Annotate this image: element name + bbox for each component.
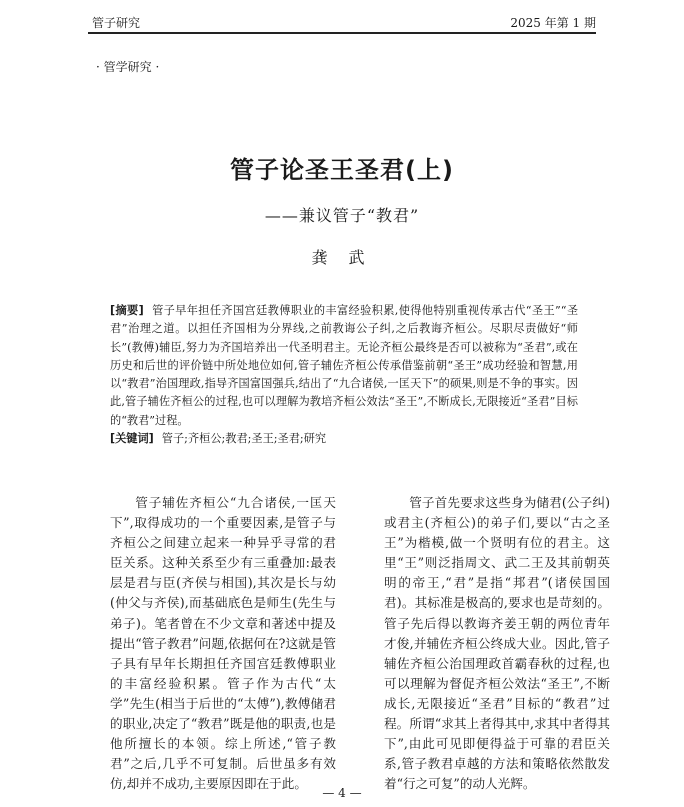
- body-column-left: [110, 493, 336, 794]
- section-tag: · 管学研究 ·: [96, 60, 160, 74]
- issue-label: 2025 年第 1 期: [510, 16, 596, 30]
- body-paragraph: 管子辅佐齐桓公“九合诸侯,一匡天下”,取得成功的一个重要因素,是管子与齐桓公之间建立起来一种异乎寻常的君臣关系。这种关系至少有三重叠加:最表层是君与臣(齐侯与相国),其次是长与幼(仲父与齐侯),而基础底色是师生(先生与弟子)。笔者曾在不少文章和著述中提及提出“管子教君”问题,依据何在?这就是管子具有早年长期担任齐国宫廷教傅职业的丰富经验积累。管子作为古代“太学”先生(相当于后世的“太傅”),教傅储君的职业,决定了“教君”既是他的职责,也是他所擅长的本领。综上所述,“管子教君”之后,几乎不可复制。后世虽多有效仿,却并不成功,主要原因即在于此。: [110, 495, 336, 792]
- body-column-right: [384, 493, 610, 794]
- page-number: — 4 —: [322, 786, 362, 800]
- keywords-text: 管子;齐桓公;教君;圣王;圣君;研究: [161, 432, 327, 446]
- abstract-block: [110, 302, 578, 448]
- article-title: 管子论圣王圣君(上): [230, 156, 454, 184]
- abstract-text: 管子早年担任齐国宫廷教傅职业的丰富经验积累,使得他特别重视传承古代“圣王”“圣君”治理之道。以担任齐国相为分界线,之前教诲公子纠,之后教诲齐桓公。尽职尽责做好“师长”(教傅)辅臣,努力为齐国培养出一代圣明君主。无论齐桓公最终是否可以被称为“圣君”,或在历史和后世的评价链中所处地位如何,管子辅佐齐桓公传承借鉴前朝“圣王”成功经验和智慧,用以“教君”治国理政,指导齐国富国强兵,结出了“九合诸侯,一匡天下”的硕果,则是不争的事实。因此,管子辅佐齐桓公的过程,也可以理解为教培齐桓公效法“圣王”,不断成长,无限接近“圣君”目标的“教君”过程。: [110, 304, 579, 427]
- abstract-paragraph: [110, 302, 578, 430]
- author-name: 龚 武: [311, 248, 373, 267]
- journal-name: 管子研究: [92, 16, 141, 30]
- keywords-label: [关键词]: [110, 432, 154, 446]
- article-subtitle: ——兼议管子“教君”: [264, 206, 420, 225]
- body-paragraph: 管子首先要求这些身为储君(公子纠)或君主(齐桓公)的弟子们,要以“古之圣王”为楷模,做一个贤明有位的君主。这里“王”则泛指周文、武二王及其前朝英明的帝王,“君”是指“邦君”(诸侯国国君)。其标准是极高的,要求也是苛刻的。管子先后得以教诲齐姜王朝的两位青年才俊,并辅佐齐桓公终成大业。因此,管子辅佐齐桓公治国理政首霸春秋的过程,也可以理解为督促齐桓公效法“圣王”,不断成长,无限接近“圣君”目标的“教君”过程。所谓“求其上者得其中,求其中者得其下”,由此可见即便得益于可靠的君臣关系,管子教君卓越的方法和策略依然散发着“行之可复”的动人光辉。: [384, 495, 610, 792]
- abstract-label: [摘要]: [110, 304, 144, 317]
- running-header: [88, 10, 596, 34]
- keywords-line: [110, 430, 578, 448]
